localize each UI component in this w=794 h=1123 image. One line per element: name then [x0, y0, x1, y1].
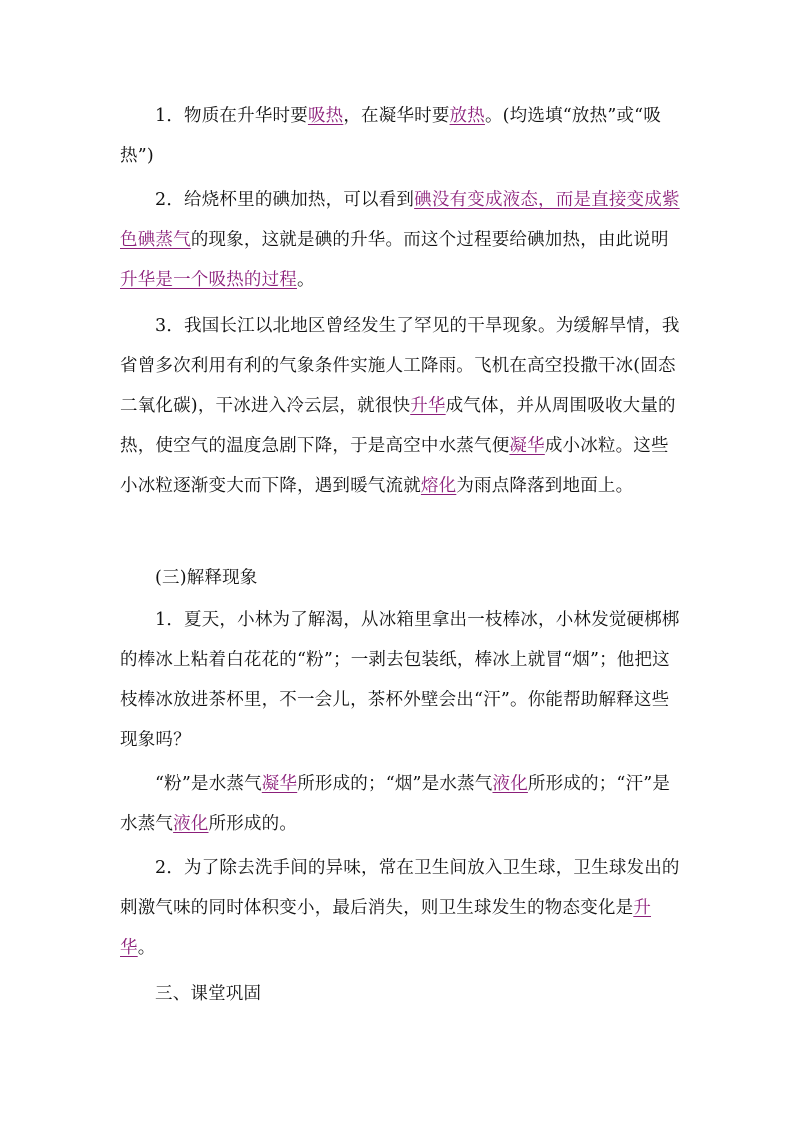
heading-text: (三)解释现象	[155, 568, 258, 588]
paragraph-item-2	[120, 180, 680, 300]
section-heading	[120, 558, 680, 598]
text: 3．我国长江以北地区曾经发生了罕见的干旱现象。为缓解旱情，我省曾多次利用有利的气象条件实施人工降雨。飞机在高空投撒干冰(固态二氧化碳)，干冰进入冷云层，就很快	[120, 316, 680, 416]
text: 成小冰粒。这些小冰粒逐渐变大而下降，遇到暖气流就	[120, 436, 669, 496]
answer-blank: 液化	[492, 774, 528, 794]
text: 成气体，并从周围吸收大量的热，使空气的温度急剧下降，于是高空中水蒸气便	[120, 396, 676, 456]
paragraph-item-1	[120, 96, 680, 176]
answer-blank: 吸热	[307, 106, 344, 126]
text: 为雨点降落到地面上。	[456, 476, 634, 496]
text: 的现象，这就是碘的升华。而这个过程要给碘加热，由此说明	[190, 230, 669, 250]
section-heading-next	[120, 974, 680, 1014]
heading-text: 三、课堂巩固	[155, 984, 262, 1004]
text: 所形成的；“汗”是水蒸气	[120, 774, 671, 834]
text: 2．为了除去洗手间的异味，常在卫生间放入卫生球，卫生球发出的刺激气味的同时体积变小，最后消失，则卫生球发生的物态变化是	[120, 858, 680, 918]
answer-blank: 熔化	[420, 476, 457, 496]
text: 1．夏天，小林为了解渴，从冰箱里拿出一枝棒冰，小林发觉硬梆梆的棒冰上粘着白花花的“粉”；一剥去包装纸，棒冰上就冒“烟”；他把这枝棒冰放进茶杯里，不一会儿，茶杯外壁会出“汗”。你能帮助解释这些现象吗？	[120, 610, 680, 750]
answer-blank: 凝华	[261, 774, 298, 794]
answer-blank: 液化	[173, 814, 209, 834]
text: 。(均选填“放热”或“吸热”)	[120, 106, 662, 166]
answer-blank: 凝华	[509, 436, 545, 456]
paragraph-explain-1	[120, 600, 680, 760]
text: 所形成的；“烟”是水蒸气	[297, 774, 493, 794]
paragraph-item-3	[120, 306, 680, 506]
text: 所形成的。	[208, 814, 298, 834]
answer-blank: 升华	[120, 898, 652, 958]
text: “粉”是水蒸气	[155, 774, 262, 794]
answer-blank: 放热	[449, 106, 485, 126]
text: 1．物质在升华时要	[155, 106, 308, 126]
text: ，在凝华时要	[343, 106, 450, 126]
paragraph-explain-2	[120, 848, 680, 968]
answer-blank: 升华	[410, 396, 446, 416]
text: 。	[297, 270, 315, 290]
text: 2．给烧杯里的碘加热，可以看到	[155, 190, 415, 210]
paragraph-explain-1-answer	[120, 764, 680, 844]
answer-blank: 碘没有变成液态，而是直接变成紫色碘蒸气	[120, 190, 680, 250]
text: 。	[137, 938, 156, 958]
answer-blank: 升华是一个吸热的过程	[120, 270, 297, 290]
